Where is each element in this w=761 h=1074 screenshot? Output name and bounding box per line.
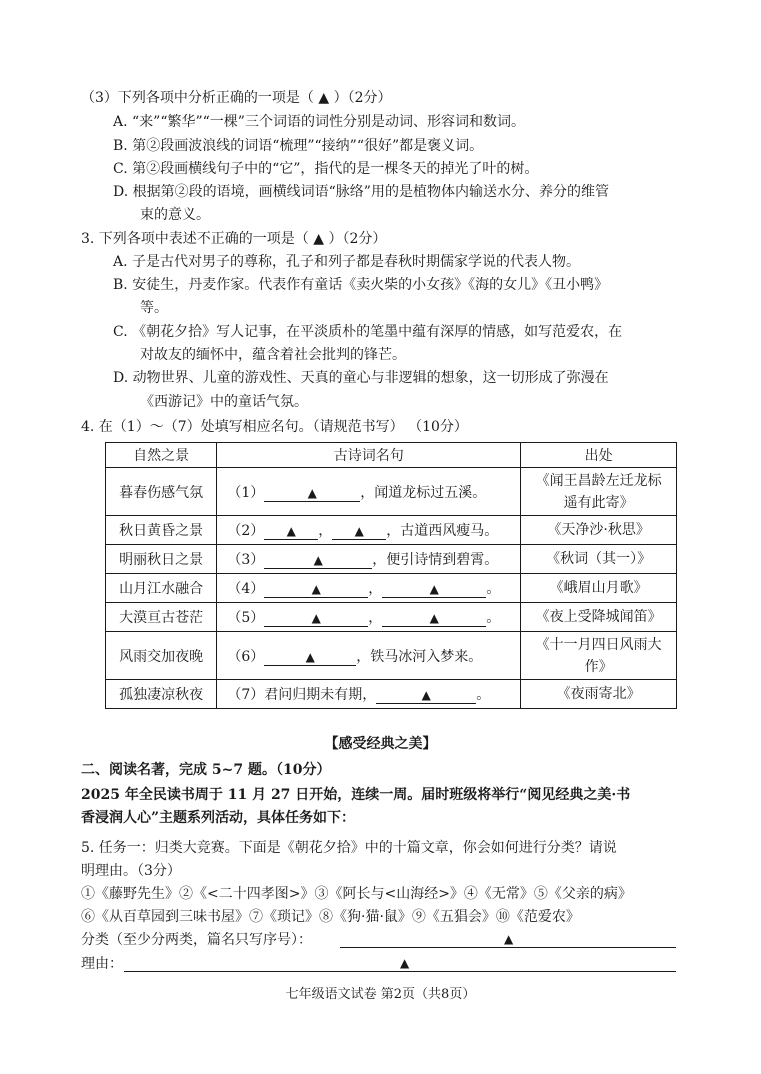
triangle-mark: ▲ [421,688,431,702]
scene-cell: 大漠亘古苍茫 [106,603,217,632]
scene-cell: 山月江水融合 [106,574,217,603]
poem-row-6 [106,632,677,680]
triangle-mark: ▲ [286,524,296,538]
verse-text: 。 [486,581,501,597]
answer-blank-1[interactable] [264,485,360,502]
q5-stem-1: 5. 任务一：归类大竞赛。下面是《朝花夕拾》中的十篇文章，你会如何进行分类？请说 [81,840,617,856]
scene-cell: 孤独凄凉秋夜 [106,680,217,709]
blank-number: （6） [227,648,265,665]
q5-classify-answer-line[interactable] [340,947,676,948]
poem-table-header [106,443,677,468]
triangle-mark: ▲ [313,553,323,567]
source-line: 《闻王昌龄左迁龙标 [535,472,662,489]
q5-stem-2: 明理由。（3分） [81,863,181,879]
page-footer: 七年级语文试卷 第2页（共8页） [285,987,476,1002]
q5-reason-label: 理由： [81,956,123,972]
answer-blank-2a[interactable] [264,523,318,540]
section-heading: 二、阅读名著，完成 5~7 题。（10分） [81,762,331,778]
q5-classify-label: 分类（至少分两类，篇名只写序号）： [81,932,312,948]
answer-blank-6[interactable] [264,649,356,666]
triangle-mark: ▲ [429,611,439,625]
poem-row-7 [106,680,677,709]
q3-option-c: C. 《朝花夕拾》写人记事，在平淡质朴的笔墨中蕴有深厚的情感，如写范爱农，在 [113,324,623,340]
q3-option-b: B. 安徒生，丹麦作家。代表作有童话《卖火柴的小女孩》《海的女儿》《丑小鸭》 [113,277,609,293]
q3-stem: 3. 下列各项中表述不正确的一项是（ ▲ ）（2分） [81,231,387,247]
scene-cell: 秋日黄昏之景 [106,516,217,545]
q3-option-b-cont: 等。 [140,300,168,316]
verse-cell [217,516,521,545]
blank-number: （3） [227,552,265,568]
answer-blank-2b[interactable] [332,523,386,540]
q4-stem: 4. 在（1）～（7）处填写相应名句。（请规范书写） （10分） [81,419,468,435]
verse-cell [217,632,521,680]
q3-sub-option-a: A. “来”“繁华”“一棵”三个词语的词性分别是动词、形容词和数词。 [113,114,525,130]
q3-sub-option-b: B. 第②段画波浪线的词语“梳理”“接纳”“很好”都是褒义词。 [113,138,484,154]
answer-blank-4b[interactable] [382,581,486,598]
verse-text: ，便引诗情到碧霄。 [372,552,499,568]
q3-sub-option-d: D. 根据第②段的语境，画横线词语“脉络”用的是植物体内输送水分、养分的维管 [113,184,609,200]
q3-option-d: D. 动物世界、儿童的游戏性、天真的童心与非逻辑的想象，这一切形成了弥漫在 [113,370,609,386]
q3-sub-option-c: C. 第②段画横线句子中的“它”，指代的是一棵冬天的掉光了叶的树。 [113,161,539,177]
triangle-mark: ▲ [305,649,315,664]
verse-text: ，铁马冰河入梦来。 [356,648,483,665]
poem-row-2 [106,516,677,545]
source-cell: 《夜上受降城闻笛》 [521,603,677,632]
source-line: 作》 [584,658,613,675]
scene-cell: 明丽秋日之景 [106,545,217,574]
verse-text: ， [318,523,333,539]
verse-cell [217,545,521,574]
verse-text: 。 [486,610,501,626]
answer-blank-3[interactable] [264,552,372,569]
verse-cell [217,468,521,516]
poem-row-4 [106,574,677,603]
q3-option-a: A. 子是古代对男子的尊称，孔子和列子都是春秋时期儒家学说的代表人物。 [113,254,581,270]
blank-number: （2） [227,523,265,539]
header-scene: 自然之景 [106,443,217,468]
scene-cell: 暮春伤感气氛 [106,468,217,516]
verse-cell [217,680,521,709]
answer-blank-5a[interactable] [264,610,368,627]
header-verse: 古诗词名句 [217,443,521,468]
source-cell [521,468,677,516]
triangle-mark: ▲ [311,582,321,596]
verse-cell [217,574,521,603]
source-cell: 《峨眉山月歌》 [521,574,677,603]
verse-text: ，古道西风瘦马。 [386,523,499,539]
q3-option-d-cont: 《西游记》中的童话气氛。 [140,394,308,410]
triangle-mark: ▲ [429,582,439,596]
source-cell [521,632,677,680]
source-cell: 《天净沙·秋思》 [521,516,677,545]
blank-number: （1） [227,484,265,501]
triangle-mark: ▲ [354,524,364,538]
verse-cell [217,603,521,632]
q5-article-list-1: ①《藤野先生》②《<二十四孝图>》③《阿长与<山海经>》④《无常》⑤《父亲的病》 [81,886,632,902]
q3-sub-stem: （3）下列各项中分析正确的一项是（ ▲ ）（2分） [81,90,392,106]
header-source: 出处 [521,443,677,468]
scene-cell: 风雨交加夜晚 [106,632,217,680]
answer-blank-5b[interactable] [382,610,486,627]
q5-article-list-2: ⑥《从百草园到三味书屋》⑦《琐记》⑧《狗·猫·鼠》⑨《五猖会》⑩《范爱农》 [81,909,580,925]
poem-row-3 [106,545,677,574]
poem-row-5 [106,603,677,632]
poem-row-1 [106,468,677,516]
verse-text: ， [368,610,383,626]
verse-text: ，闻道龙标过五溪。 [360,484,487,501]
triangle-mark: ▲ [400,956,410,970]
blank-number: （7）君问归期未有期， [227,687,377,703]
triangle-mark: ▲ [307,485,317,500]
q3-sub-option-d-cont: 束的意义。 [140,207,210,223]
q3-option-c-cont: 对故友的缅怀中，蕴含着社会批判的锋芒。 [140,347,406,363]
section-intro-1: 2025 年全民读书周于 11 月 27 日开始，连续一周。届时班级将举行“阅见经典之美·书 [81,787,631,803]
blank-number: （5） [227,610,265,626]
triangle-mark: ▲ [504,932,514,946]
verse-text: ， [368,581,383,597]
answer-blank-4a[interactable] [264,581,368,598]
triangle-mark: ▲ [311,611,321,625]
source-line: 《十一月四日风雨大 [535,636,662,653]
answer-blank-7[interactable] [376,687,476,704]
blank-number: （4） [227,581,265,597]
source-cell: 《秋词（其一）》 [521,545,677,574]
source-line: 遥有此寄》 [563,494,634,511]
section-intro-2: 香浸润人心”主题系列活动，具体任务如下： [81,810,356,826]
section-banner: 【感受经典之美】 [324,736,437,752]
verse-text: 。 [476,687,491,703]
poem-table [105,442,677,709]
q5-reason-answer-line[interactable] [124,971,676,972]
source-cell: 《夜雨寄北》 [521,680,677,709]
